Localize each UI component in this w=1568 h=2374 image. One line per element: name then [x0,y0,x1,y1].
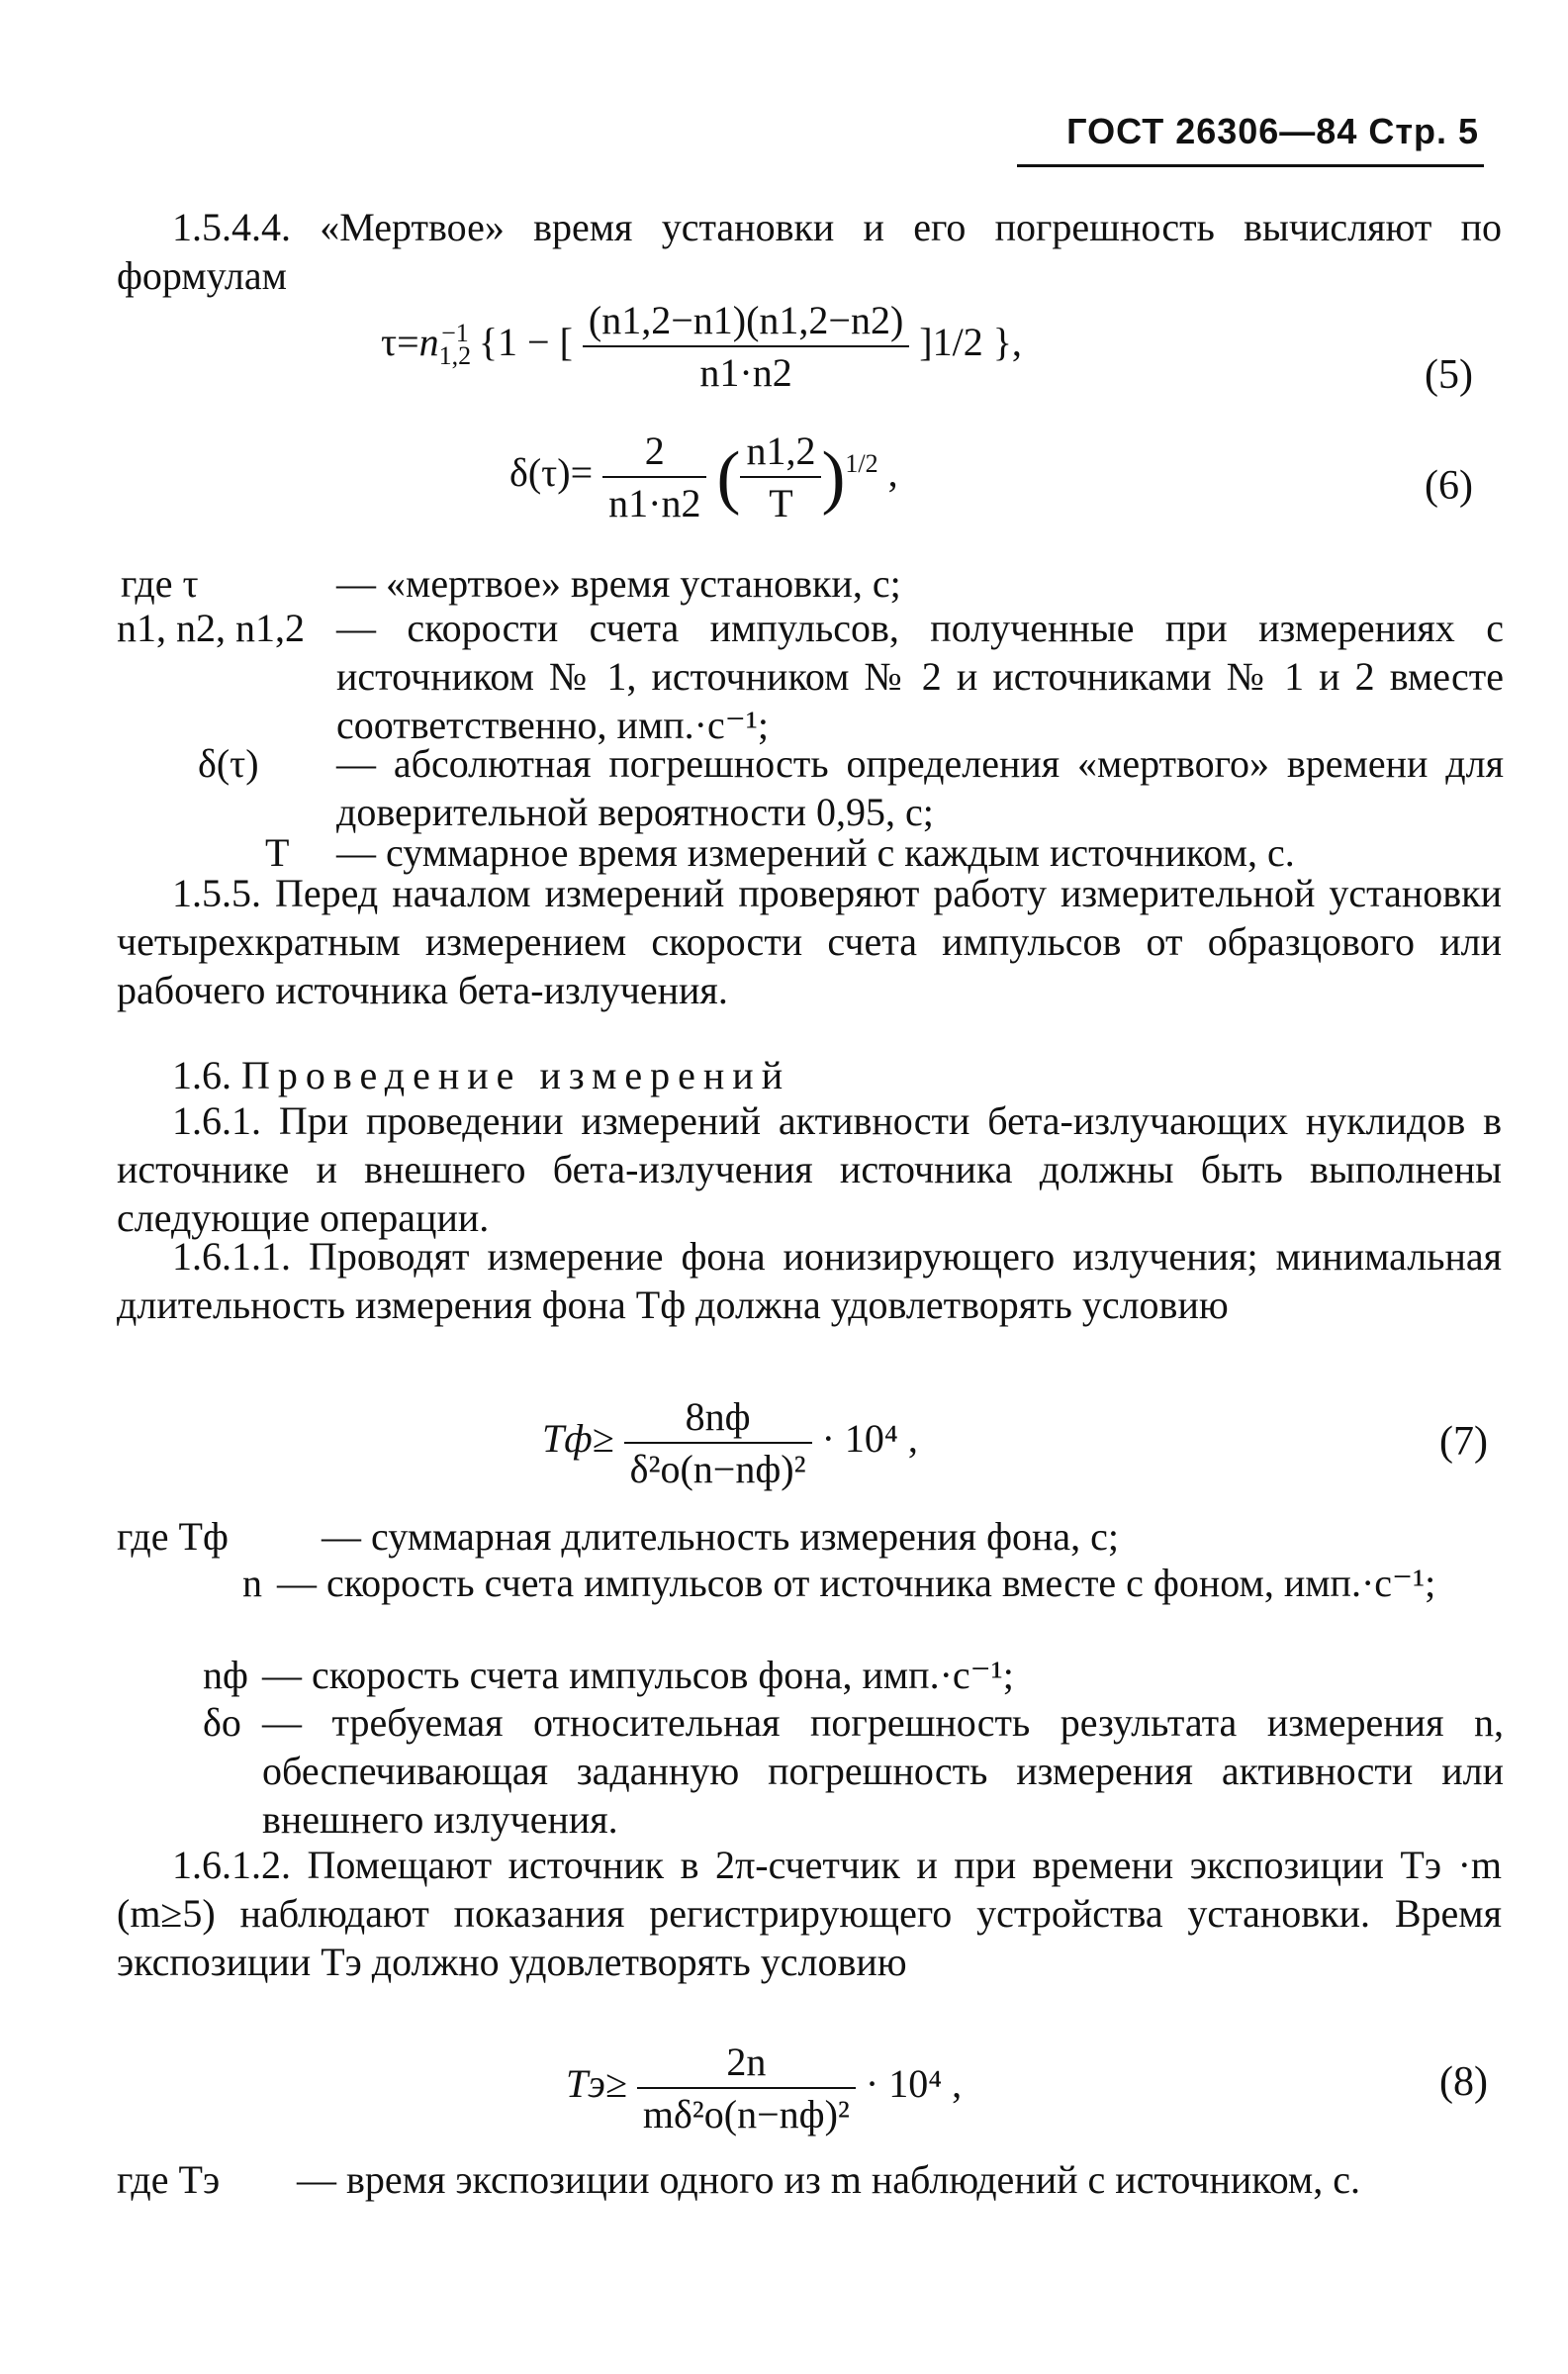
def1-sym-T: T [265,830,290,875]
formula-6-inner [740,427,821,526]
formula-8-fraction [637,2039,856,2137]
def2-txt-delta0: — требуемая относительная погрешность результата измерения n, обеспечивающая заданную погрешность измерения активности или внешнего излучения. [262,1700,1504,1842]
def1-txt-delta: — абсолютная погрешность определения «мертвого» времени для доверительной вероятности 0,95, с; [336,741,1504,834]
formula-6-tail: , [887,450,898,496]
def1-sym-n: n1, n2, n1,2 [117,606,305,650]
formula-8-tail: · 10⁴ , [865,2061,963,2107]
def2-sym-nf: nф [203,1653,248,1697]
equation-number-8: (8) [1439,2059,1488,2105]
formula-5-n: n [418,320,439,365]
def2-sym-n: n [242,1561,262,1605]
formula-5-fraction [583,297,909,396]
formula-7 [542,1393,918,1492]
def3-sym-Te: где Tэ [117,2157,221,2202]
def2-txt-nf: — скорость счета импульсов фона, имп.·с⁻¹; [262,1653,1014,1697]
formula-5-close: ]1/2 }, [919,320,1022,365]
paragraph-1-5-4-4: 1.5.4.4. «Мертвое» время установки и его погрешность вычисляют по формулам [117,205,1502,298]
paragraph-1-6-1-1: 1.6.1.1. Проводят измерение фона ионизирующего излучения; минимальная длительность измерения фона Tф должна удовлетворять условию [117,1234,1502,1327]
page-header: ГОСТ 26306—84 Стр. 5 [1066,111,1479,151]
formula-5-den: n1·n2 [699,350,792,395]
formula-5-open: {1 − [ [478,320,573,365]
definitions-block-1 [0,559,1568,876]
formula-6-pow: 1/2 [845,448,878,478]
header-rule [1017,164,1484,167]
formula-7-tail: · 10⁴ , [821,1416,918,1462]
formula-6-lhs: δ(τ)= [509,450,594,496]
definitions-block-2 [0,1512,1568,1842]
paragraph-1-5-5: 1.5.5. Перед началом измерений проверяют работу измерительной установки четырехкратным измерением скорости счета импульсов от образцового или рабочего источника бета-излучения. [117,871,1502,1012]
formula-6-den: n1·n2 [608,481,701,525]
formula-5 [381,297,1022,396]
def2-txt-Tf: — суммарная длительность измерения фона, с; [322,1514,1120,1559]
def1-sym-tau: где τ [121,561,199,606]
equation-number-5: (5) [1425,352,1473,398]
formula-8-lhs: Tэ≥ [566,2061,627,2107]
def1-sym-delta: δ(τ) [198,741,259,786]
formula-6-num: 2 [602,427,706,478]
formula-6-rparen: ) [821,436,846,517]
formula-6-inner-den: T [769,481,793,525]
def1-txt-n: — скорости счета импульсов, полученные при измерениях с источником № 1, источником № 2 и источниками № 1 и 2 вместе соответственно, имп.·с⁻¹; [336,606,1504,747]
formula-8-num: 2n [637,2039,856,2089]
def1-txt-T: — суммарное время измерений с каждым источником, с. [336,830,1295,875]
formula-7-lhs: Tф≥ [542,1416,614,1462]
formula-7-fraction [624,1393,812,1492]
formula-5-sup: −1 [441,318,469,347]
def1-txt-tau: — «мертвое» время установки, с; [336,561,901,606]
def2-sym-delta0: δо [203,1700,241,1745]
equation-number-6: (6) [1425,463,1473,509]
section-number: 1.6. [172,1053,231,1097]
equation-number-7: (7) [1439,1419,1488,1465]
formula-6-inner-num: n1,2 [740,427,821,478]
formula-5-lhs: τ= [381,320,419,365]
paragraph-1-6-1: 1.6.1. При проведении измерений активности бета-излучающих нуклидов в источнике и внешнего бета-излучения источника должны быть выполнены следующие операции. [117,1098,1502,1240]
formula-6-lparen: ( [716,436,741,517]
def2-txt-n: — скорость счета импульсов от источника вместе с фоном, имп.·с⁻¹; [277,1561,1436,1605]
formula-7-num: 8nф [624,1393,812,1444]
formula-6 [509,427,898,526]
formula-5-num: (n1,2−n1)(n1,2−n2) [583,297,909,347]
paragraph-1-6-1-2: 1.6.1.2. Помещают источник в 2π-счетчик и при времени экспозиции Tэ ·m (m≥5) наблюдают показания регистрирующего устройства установки. Время экспозиции Tэ должно удовлетворять условию [117,1843,1502,1984]
formula-8 [566,2039,962,2137]
formula-6-fraction [602,427,706,526]
formula-5-sub: 1,2 [438,341,472,371]
def2-sym-Tf: где Tф [117,1514,229,1559]
def3-txt-Te: — время экспозиции одного из m наблюдений с источником, с. [297,2157,1360,2202]
formula-7-den: δ²о(n−nф)² [629,1447,806,1491]
section-heading-1-6 [172,1051,1557,1099]
definitions-block-3 [0,2155,1568,2264]
formula-8-den: mδ²о(n−nф)² [642,2092,850,2137]
section-title: Проведение измерений [241,1053,791,1097]
